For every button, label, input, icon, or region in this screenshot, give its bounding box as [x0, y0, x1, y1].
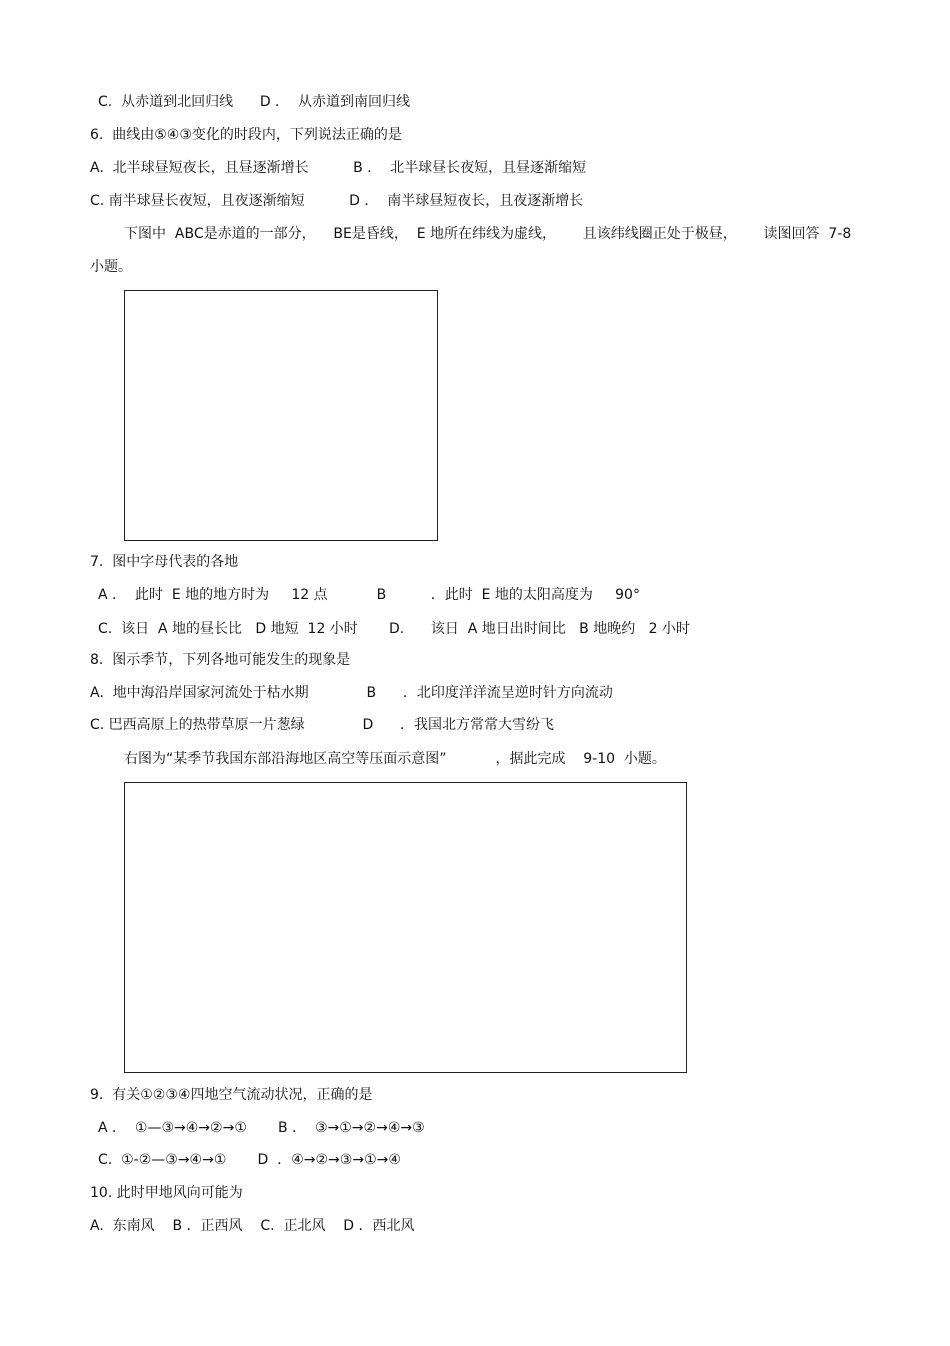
- question-6-options-ab: A. 北半球昼短夜长，且昼逐渐增长 B ． 北半球昼长夜短，且昼逐渐缩短: [90, 160, 587, 176]
- question-9-options-cd: C. ①-②—③→④→① D ．④→②→③→①→④: [98, 1152, 401, 1168]
- question-7-options-ab: A ． 此时 E 地的地方时为 12 点 B ．此时 E 地的太阳高度为 90°: [98, 587, 640, 603]
- passage-7-8-line1: 下图中 ABC是赤道的一部分， BE是昏线， E 地所在纬线为虚线， 且该纬线圈正处于极昼， 读图回答 7-8: [124, 226, 852, 242]
- question-8-options-ab: A. 地中海沿岸国家河流处于枯水期 B ．北印度洋洋流呈逆时针方向流动: [90, 685, 613, 701]
- figure-9-10-frame: [124, 782, 687, 1073]
- question-6-options-cd: C. 南半球昼长夜短，且夜逐渐缩短 D ． 南半球昼短夜长，且夜逐渐增长: [90, 193, 584, 209]
- question-10-stem: 10. 此时甲地风向可能为: [90, 1185, 243, 1201]
- question-8-stem: 8. 图示季节，下列各地可能发生的现象是: [90, 652, 351, 668]
- question-9-stem: 9. 有关①②③④四地空气流动状况，正确的是: [90, 1087, 373, 1103]
- passage-7-8-line2: 小题。: [90, 259, 132, 275]
- passage-9-10: 右图为“某季节我国东部沿海地区高空等压面示意图” ，据此完成 9-10 小题。: [124, 751, 666, 767]
- line-q5-options-cd: C. 从赤道到北回归线 D ． 从赤道到南回归线: [98, 94, 410, 110]
- question-6-stem: 6. 曲线由⑤④③变化的时段内，下列说法正确的是: [90, 127, 402, 143]
- question-7-options-cd: C. 该日 A 地的昼长比 D 地短 12 小时 D. 该日 A 地日出时间比 B 地晚约 2 小时: [98, 621, 690, 637]
- figure-7-8-frame: [124, 290, 438, 541]
- question-9-options-ab: A ． ①—③→④→②→① B ． ③→①→②→④→③: [98, 1120, 425, 1136]
- question-8-options-cd: C. 巴西高原上的热带草原一片葱绿 D ．我国北方常常大雪纷飞: [90, 717, 555, 733]
- question-10-options: A. 东南风 B ．正西风 C. 正北风 D ．西北风: [90, 1218, 415, 1234]
- question-7-stem: 7. 图中字母代表的各地: [90, 554, 239, 570]
